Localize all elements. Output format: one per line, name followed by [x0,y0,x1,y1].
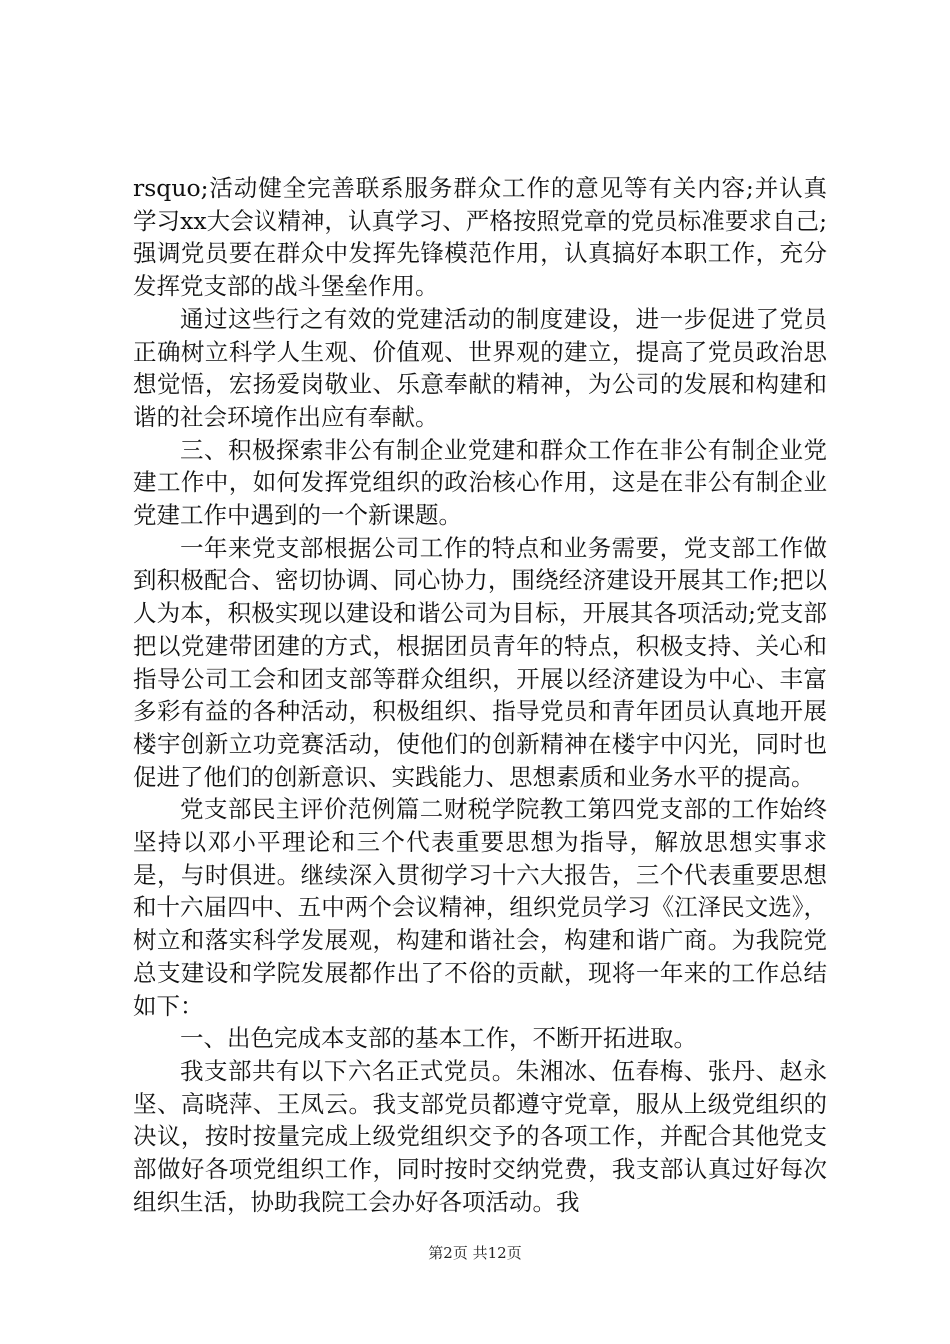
paragraph-5: 党支部民主评价范例篇二财税学院教工第四党支部的工作始终坚持以邓小平理论和三个代表重要思想为指导，解放思想实事求是，与时俱进。继续深入贯彻学习十六大报告，三个代表重要思想和十六届四中、五中两个会议精神，组织党员学习《江泽民文选》，树立和落实科学发展观，构建和谐社会，构建和谐广商。为我院党总支建设和学院发展都作出了不俗的贡献，现将一年来的工作总结如下： [133,795,827,1020]
paragraph-3: 三、积极探索非公有制企业党建和群众工作在非公有制企业党建工作中，如何发挥党组织的政治核心作用，这是在非公有制企业党建工作中遇到的一个新课题。 [133,435,827,530]
paragraph-6: 一、出色完成本支部的基本工作，不断开拓进取。 [180,1024,697,1053]
paragraph-1: rsquo;活动健全完善联系服务群众工作的意见等有关内容;并认真学习xx大会议精神，认真学习、严格按照党章的党员标准要求自己;强调党员要在群众中发挥先锋模范作用，认真搞好本职工作，充分发挥党支部的战斗堡垒作用。 [133,174,827,301]
paragraph-4: 一年来党支部根据公司工作的特点和业务需要，党支部工作做到积极配合、密切协调、同心协力，围绕经济建设开展其工作;把以人为本，积极实现以建设和谐公司为目标，开展其各项活动;党支部把以党建带团建的方式，根据团员青年的特点，积极支持、关心和指导公司工会和团支部等群众组织，开展以经济建设为中心、丰富多彩有益的各种活动，积极组织、指导党员和青年团员认真地开展楼宇创新立功竞赛活动，使他们的创新精神在楼宇中闪光，同时也促进了他们的创新意识、实践能力、思想素质和业务水平的提高。 [133,533,827,791]
paragraph-7: 我支部共有以下六名正式党员。朱湘冰、伍春梅、张丹、赵永坚、高晓萍、王凤云。我支部党员都遵守党章，服从上级党组织的决议，按时按量完成上级党组织交予的各项工作，并配合其他党支部做好各项党组织工作，同时按时交纳党费，我支部认真过好每次组织生活，协助我院工会办好各项活动。我 [133,1056,827,1216]
document-body [133,172,827,1219]
paragraph-2: 通过这些行之有效的党建活动的制度建设，进一步促进了党员正确树立科学人生观、价值观、世界观的建立，提高了党员政治思想觉悟，宏扬爱岗敬业、乐意奉献的精神，为公司的发展和构建和谐的社会环境作出应有奉献。 [133,304,827,431]
page-number-footer: 第2页 共12页 [428,1244,522,1262]
